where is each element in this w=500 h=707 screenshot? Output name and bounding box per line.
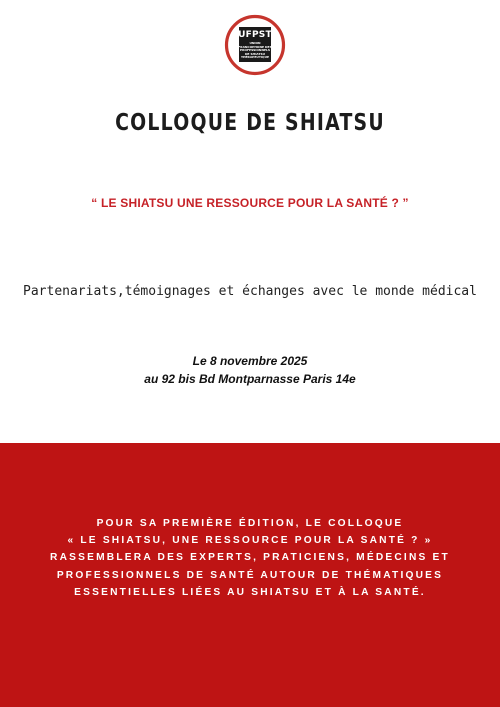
tagline: Partenariats,témoignages et échanges avec le monde médical: [23, 284, 477, 299]
description-line: POUR SA PREMIÈRE ÉDITION, LE COLLOQUE: [96, 518, 404, 529]
page-title: COLLOQUE DE SHIATSU: [115, 110, 385, 136]
event-address: au 92 bis Bd Montparnasse Paris 14e: [144, 372, 356, 386]
event-subtitle: “ LE SHIATSU UNE RESSOURCE POUR LA SANTÉ ? ”: [91, 196, 409, 210]
description-line: RASSEMBLERA DES EXPERTS, PRATICIENS, MÉDECINS ET: [50, 552, 450, 564]
description-line: PROFESSIONNELS DE SANTÉ AUTOUR DE THÉMATIQUES: [56, 569, 444, 581]
description-line: « LE SHIATSU, UNE RESSOURCE POUR LA SANTÉ ? »: [67, 535, 433, 547]
description-text: [0, 515, 500, 601]
logo-subtitle: UNION FRANCOPHONE DES PROFESSIONNELS DE SHIATSU THÉRAPEUTIQUE: [238, 41, 272, 60]
description-line: ESSENTIELLES LIÉES AU SHIATSU ET À LA SANTÉ.: [74, 586, 426, 598]
event-date: Le 8 novembre 2025: [192, 354, 308, 368]
event-details: [0, 352, 500, 388]
logo-name: UFPST: [238, 30, 272, 41]
ufpst-logo: [224, 14, 286, 76]
